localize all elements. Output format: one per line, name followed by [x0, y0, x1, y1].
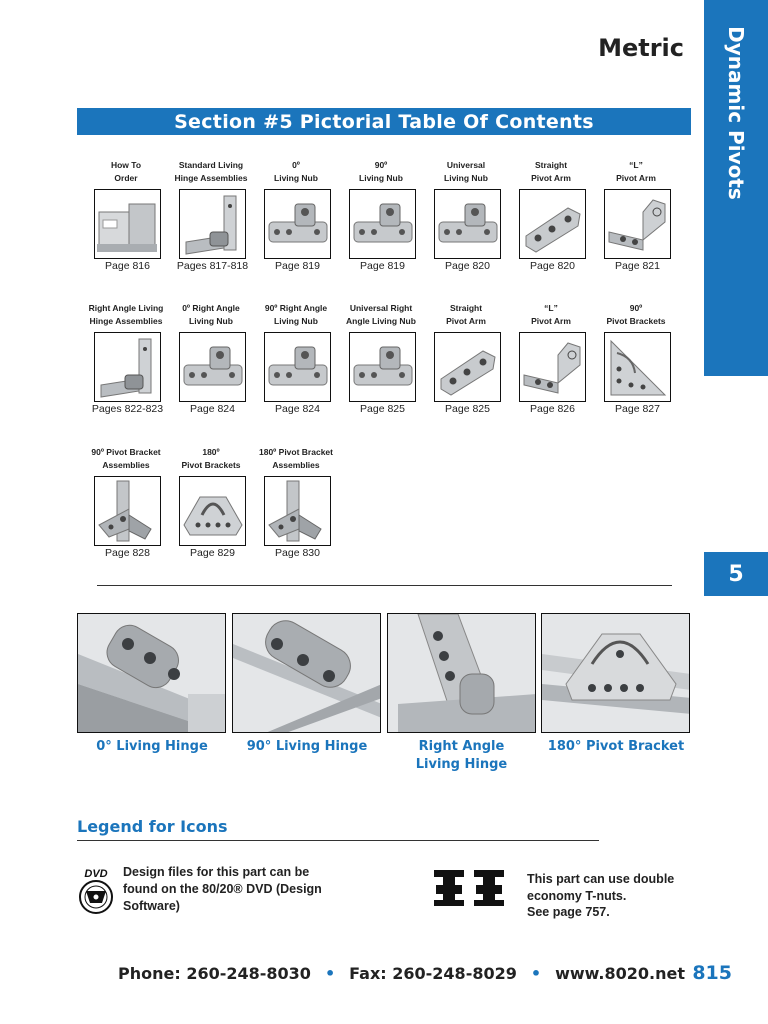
photo-90-living-hinge	[232, 613, 381, 733]
footer-website-link[interactable]: www.8020.net	[555, 964, 685, 983]
l-arm-icon[interactable]	[604, 189, 671, 259]
toc-item-title	[165, 446, 257, 474]
toc-item-title-line: Pivot Arm	[531, 316, 571, 326]
toc-item-title-line: Straight	[449, 303, 483, 313]
toc-item-title-line: 180º Pivot Bracket	[259, 447, 333, 457]
toc-item-title	[80, 446, 172, 474]
tnut-text-line-3: See page 757.	[527, 905, 610, 919]
toc-item-title-line: 90º Pivot Bracket	[91, 447, 161, 457]
toc-item-title-line: Pivot Arm	[446, 316, 486, 326]
toc-item-page-link[interactable]: Page 824	[275, 403, 320, 415]
double-tnut-icon	[430, 866, 508, 910]
toc-item-title-line: Pivot Arm	[531, 173, 571, 183]
toc-item-page-link[interactable]: Page 825	[360, 403, 405, 415]
page-heading-metric: Metric	[598, 34, 684, 62]
dvd-icon-label: DVD	[84, 868, 108, 880]
tnut-text-line-2: economy T-nuts.	[527, 888, 627, 903]
tnut-text-line-1: This part can use double	[527, 872, 675, 886]
bracket-assembly-icon[interactable]	[264, 476, 331, 546]
toc-item-title	[505, 302, 597, 330]
toc-item-title-line: Straight	[534, 160, 568, 170]
toc-item-page-link[interactable]: Page 825	[445, 403, 490, 415]
toc-item-page-link[interactable]: Page 827	[615, 403, 660, 415]
toc-item-title-line: 90º	[629, 303, 643, 313]
toc-item-title	[505, 159, 597, 187]
side-tab-label: Dynamic Pivots	[724, 26, 748, 200]
toc-item-title-line: Right Angle Living	[88, 303, 164, 313]
legend-rule	[77, 840, 599, 841]
dvd-legend-text: Design files for this part can be found on the 80/20® DVD (Design Software)	[123, 865, 322, 913]
living-nub-icon[interactable]	[349, 189, 416, 259]
straight-arm-icon[interactable]	[519, 189, 586, 259]
toc-item-title	[335, 159, 427, 187]
toc-item-page-link[interactable]: Page 828	[105, 547, 150, 559]
toc-item-title-line: Hinge Assemblies	[174, 173, 248, 183]
toc-item-page-link[interactable]: Page 830	[275, 547, 320, 559]
toc-item-title-line: 90º	[374, 160, 388, 170]
toc-item-title	[420, 302, 512, 330]
living-nub-icon[interactable]	[349, 332, 416, 402]
toc-item-title	[80, 159, 172, 187]
toc-item-page-link[interactable]: Pages 817-818	[176, 260, 249, 272]
toc-item-page-link[interactable]: Page 819	[275, 260, 320, 272]
toc-item-page-link[interactable]: Page 819	[360, 260, 405, 272]
toc-item-title-line: 0º Right Angle	[182, 303, 240, 313]
order-box-icon[interactable]	[94, 189, 161, 259]
toc-item-title-line: Living Nub	[444, 173, 488, 183]
bracket-assembly-icon[interactable]	[94, 476, 161, 546]
toc-item-title	[420, 159, 512, 187]
pivot-bracket-180-icon[interactable]	[179, 476, 246, 546]
l-arm-icon[interactable]	[519, 332, 586, 402]
toc-item-title	[250, 159, 342, 187]
photo-caption: 0° Living Hinge	[96, 739, 208, 754]
toc-item-page-link[interactable]: Page 816	[105, 260, 150, 272]
straight-arm-icon[interactable]	[434, 332, 501, 402]
section-banner: Section #5 Pictorial Table Of Contents	[77, 108, 691, 135]
toc-item-title	[165, 302, 257, 330]
toc-item-page-link[interactable]: Page 829	[190, 547, 235, 559]
section-side-tab	[704, 0, 768, 376]
toc-item-title-line: “L”	[629, 160, 643, 170]
toc-item-title-line: Pivot Arm	[616, 173, 656, 183]
photo-caption: 180° Pivot Bracket	[547, 739, 685, 754]
toc-item-page-link[interactable]: Page 820	[530, 260, 575, 272]
toc-item-page-link[interactable]: Page 826	[530, 403, 575, 415]
footer-separator: •	[530, 964, 542, 983]
living-nub-icon[interactable]	[179, 332, 246, 402]
toc-item-title	[590, 159, 682, 187]
footer-fax: Fax: 260-248-8029	[349, 964, 517, 983]
toc-item-page-link[interactable]: Pages 822-823	[91, 403, 164, 415]
photo-180-pivot-bracket	[541, 613, 690, 733]
toc-item-page-link[interactable]: Page 821	[615, 260, 660, 272]
living-nub-icon[interactable]	[264, 189, 331, 259]
photo-0-living-hinge	[77, 613, 226, 733]
toc-item-title-line: Pivot Brackets	[606, 316, 666, 326]
hinge-assembly-icon[interactable]	[94, 332, 161, 402]
toc-item-title-line: 90º Right Angle	[264, 303, 328, 313]
toc-item-title-line: How To	[110, 160, 142, 170]
toc-item-title	[165, 159, 257, 187]
toc-item-title-line: “L”	[544, 303, 558, 313]
toc-item-title-line: Living Nub	[274, 173, 318, 183]
toc-item-title-line: 0º	[292, 160, 300, 170]
toc-item-title-line: Living Nub	[274, 316, 318, 326]
footer-contact	[118, 964, 685, 983]
toc-item-title	[80, 302, 172, 330]
toc-item-title-line: Universal	[446, 160, 486, 170]
living-nub-icon[interactable]	[434, 189, 501, 259]
living-nub-icon[interactable]	[264, 332, 331, 402]
page-number: 815	[692, 962, 732, 984]
legend-title: Legend for Icons	[77, 817, 228, 836]
toc-item-title	[335, 302, 427, 330]
footer-phone: Phone: 260-248-8030	[118, 964, 311, 983]
toc-item-title-line: Universal Right	[349, 303, 413, 313]
toc-item-title-line: Hinge Assemblies	[89, 316, 163, 326]
footer-separator: •	[324, 964, 336, 983]
toc-item-title	[590, 302, 682, 330]
toc-item-title-line: Assemblies	[272, 460, 320, 470]
toc-item-title-line: Standard Living	[178, 160, 244, 170]
toc-item-page-link[interactable]: Page 824	[190, 403, 235, 415]
toc-item-page-link[interactable]: Page 820	[445, 260, 490, 272]
toc-item-title-line: 180º	[202, 447, 220, 457]
photo-caption: 90° Living Hinge	[246, 739, 368, 754]
dvd-icon	[78, 866, 114, 916]
photo-caption: Right Angle Living Hinge	[415, 739, 508, 772]
section-number-badge: 5	[704, 552, 768, 596]
toc-item-title	[250, 446, 342, 474]
toc-item-title-line: Angle Living Nub	[346, 316, 416, 326]
toc-item-title-line: Assemblies	[102, 460, 150, 470]
pivot-bracket-90-icon[interactable]	[604, 332, 671, 402]
toc-item-title-line: Pivot Brackets	[181, 460, 241, 470]
divider-line	[97, 585, 672, 586]
toc-item-title-line: Living Nub	[359, 173, 403, 183]
toc-item-title-line: Order	[114, 173, 138, 183]
toc-item-title-line: Living Nub	[189, 316, 233, 326]
toc-item-title	[250, 302, 342, 330]
photo-right-angle-living-hinge	[387, 613, 536, 733]
tnut-legend-text	[527, 871, 702, 921]
hinge-assembly-icon[interactable]	[179, 189, 246, 259]
